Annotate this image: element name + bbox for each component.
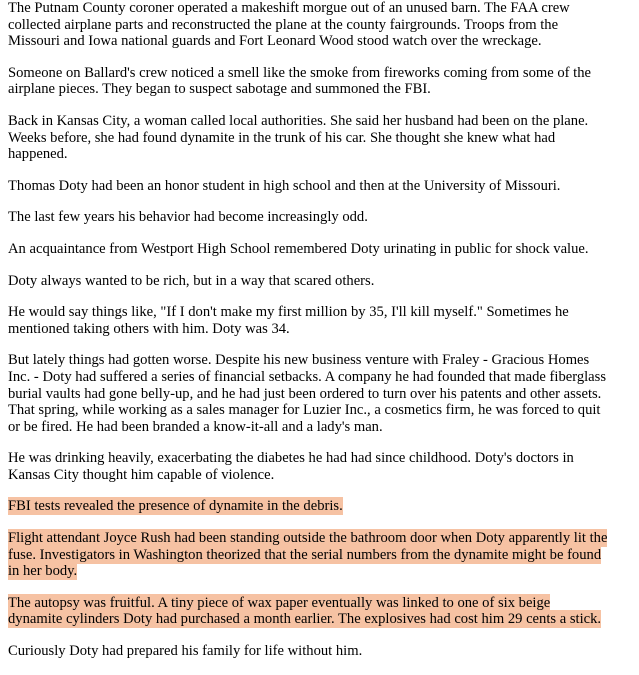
paragraph: Someone on Ballard's crew noticed a smell like the smoke from fireworks coming from some of the airplane pieces. They began to suspect sabotage and summoned the FBI.	[8, 64, 591, 98]
paragraph: Doty always wanted to be rich, but in a way that scared others.	[8, 272, 375, 289]
paragraph: But lately things had gotten worse. Despite his new business venture with Fraley - Gracious Homes Inc. - Doty had suffered a series of financial setbacks. A company he had founded that made fiberglass burial vaults had gone belly-up, and he had just been ordered to turn over his patents and other assets. That spring, while working as a sales manager for Luzier Inc., a cosmetics firm, he was forced to quit or be fired. He had been branded a know-it-all and a lady's man.	[8, 352, 607, 435]
paragraph: He would say things like, "If I don't make my first million by 35, I'll kill myself." Sometimes he mentioned taking others with him. Doty was 34.	[8, 304, 569, 337]
highlight-span: FBI tests revealed the presence of dynamite in the debris.	[8, 498, 343, 515]
paragraph: He was drinking heavily, exacerbating the diabetes he had had since childhood. Doty's doctors in Kansas City thought him capable of violence.	[8, 450, 574, 483]
highlighted-paragraph	[8, 530, 608, 580]
highlighted-paragraph	[8, 498, 608, 515]
paragraph: Back in Kansas City, a woman called local authorities. She said her husband had been on the plane. Weeks before, she had found dynamite in the trunk of his car. She thought she knew what had happened.	[8, 112, 589, 163]
highlight-span: Flight attendant Joyce Rush had been standing outside the bathroom door when Doty apparently lit the fuse. Investigators in Washington theorized that the serial numbers from the dynamite might be found in her body.	[8, 530, 608, 580]
paragraph: Thomas Doty had been an honor student in high school and then at the University of Missouri.	[8, 177, 561, 194]
paragraph: The Putnam County coroner operated a makeshift morgue out of an unused barn. The FAA crew collected airplane parts and reconstructed the plane at the county fairgrounds. Troops from the Missouri and Iowa national guards and Fort Leonard Wood stood watch over the wreckage.	[8, 0, 570, 50]
highlighted-paragraph	[8, 595, 608, 628]
paragraph: An acquaintance from Westport High School remembered Doty urinating in public for shock value.	[8, 240, 589, 257]
article-body	[8, 0, 608, 675]
paragraph: The last few years his behavior had become increasingly odd.	[8, 209, 368, 226]
highlight-span: The autopsy was fruitful. A tiny piece of wax paper eventually was linked to one of six beige dynamite cylinders Doty had purchased a month earlier. The explosives had cost him 29 cents a stick.	[8, 594, 602, 628]
paragraph: Curiously Doty had prepared his family for life without him.	[8, 643, 363, 660]
